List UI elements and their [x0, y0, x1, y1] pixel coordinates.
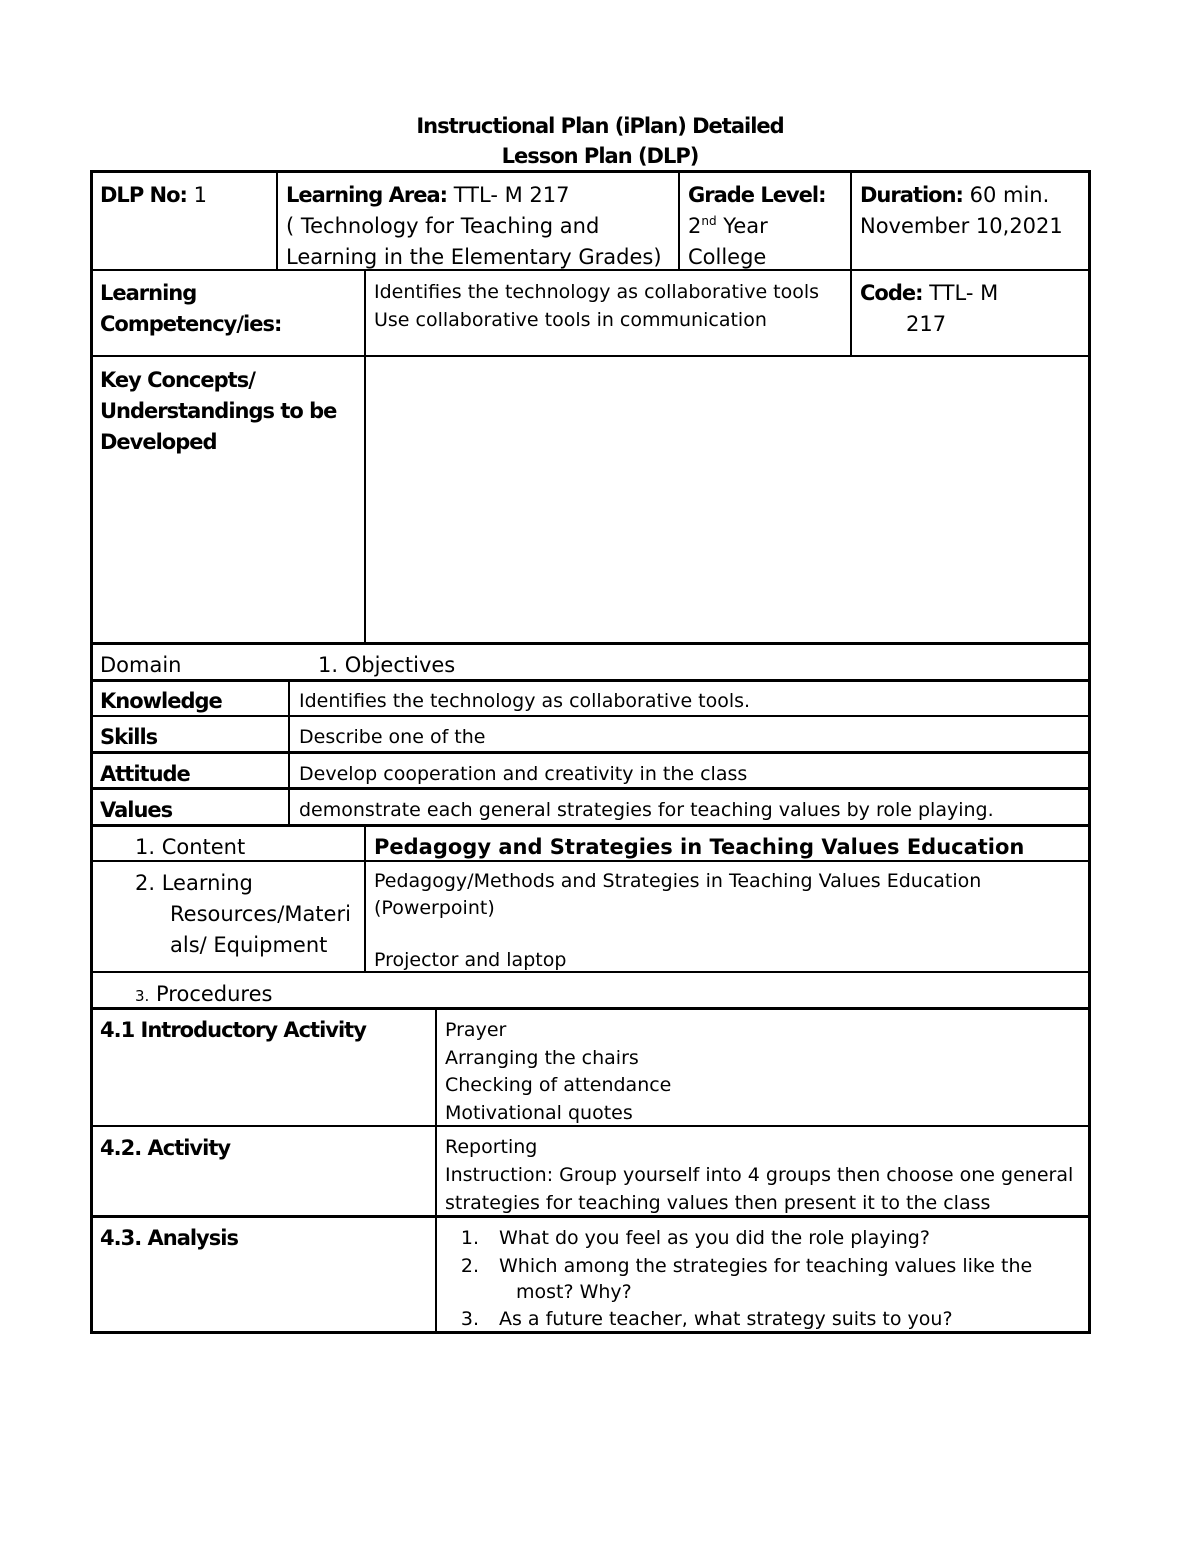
- activity-line1: Reporting: [445, 1136, 538, 1158]
- column-divider: [364, 824, 366, 972]
- objective-skills-label: Skills: [100, 725, 158, 749]
- objective-knowledge-label: Knowledge: [100, 689, 222, 713]
- intro-activity-label: 4.1 Introductory Activity: [100, 1018, 366, 1042]
- code-value-line2: 217: [906, 312, 947, 336]
- objective-skills-text: Describe one of the: [299, 726, 486, 748]
- resources-label-line3: als/ Equipment: [170, 933, 328, 957]
- grade-level-label: Grade Level:: [688, 183, 826, 207]
- resources-line2: (Powerpoint): [374, 897, 495, 919]
- column-divider: [435, 1007, 437, 1333]
- question-text: As a future teacher, what strategy suits to you?: [499, 1308, 953, 1330]
- analysis-question: [445, 1305, 953, 1333]
- dlp-value: 1: [193, 183, 207, 207]
- row-divider: [90, 751, 1091, 754]
- grade-level-value: [688, 211, 768, 242]
- learning-area-line3: Learning in the Elementary Grades): [286, 245, 662, 269]
- analysis-question: [445, 1252, 1032, 1280]
- domain-label: Domain: [100, 653, 182, 677]
- competency-text-line2: Use collaborative tools in communication: [374, 309, 767, 331]
- objectives-heading: 1. Objectives: [318, 653, 456, 677]
- row-divider: [90, 971, 1091, 973]
- column-divider: [850, 170, 852, 356]
- duration-label: Duration:: [860, 183, 963, 207]
- grade-year: Year: [723, 214, 768, 238]
- duration-cell: [860, 180, 1049, 211]
- column-divider: [276, 170, 278, 270]
- grade-level-college: College: [688, 245, 767, 269]
- column-divider: [364, 269, 366, 643]
- key-concepts-line3: Developed: [100, 430, 217, 454]
- dlp-label: DLP No:: [100, 183, 187, 207]
- content-label: 1. Content: [135, 835, 246, 859]
- activity-label: 4.2. Activity: [100, 1136, 231, 1160]
- code-cell: [860, 278, 998, 309]
- content-value: Pedagogy and Strategies in Teaching Values Education: [374, 835, 1025, 859]
- duration-value: 60 min.: [969, 183, 1050, 207]
- row-divider: [90, 679, 1091, 682]
- question-text: Which among the strategies for teaching values like the: [499, 1255, 1033, 1277]
- question-number: 3.: [460, 1308, 479, 1330]
- row-divider: [90, 642, 1091, 645]
- competency-text-line1: Identifies the technology as collaborative tools: [374, 281, 820, 303]
- objective-attitude-label: Attitude: [100, 762, 190, 786]
- analysis-label: 4.3. Analysis: [100, 1226, 238, 1250]
- column-divider: [678, 170, 680, 270]
- procedures-number: 3.: [135, 987, 150, 1005]
- question-number: 1.: [460, 1227, 479, 1249]
- dlp-number-cell: [100, 180, 207, 211]
- procedures-heading: [135, 979, 272, 1012]
- learning-area-value: TTL- M 217: [453, 183, 570, 207]
- row-divider: [90, 824, 1091, 827]
- grade-suffix: nd: [701, 214, 717, 228]
- lesson-date: November 10,2021: [860, 214, 1063, 238]
- resources-line1: Pedagogy/Methods and Strategies in Teaching Values Education: [374, 870, 982, 892]
- column-divider: [288, 679, 290, 825]
- objective-knowledge-text: Identifies the technology as collaborative tools.: [299, 690, 751, 712]
- question-number: 2.: [460, 1255, 479, 1277]
- row-divider: [90, 715, 1091, 717]
- intro-item: Checking of attendance: [445, 1074, 672, 1096]
- activity-line3: strategies for teaching values then present it to the class: [445, 1192, 991, 1214]
- grade-number: 2: [688, 214, 702, 238]
- competency-label-line2: Competency/ies:: [100, 312, 282, 336]
- learning-area-line2: ( Technology for Teaching and: [286, 214, 600, 238]
- objective-values-label: Values: [100, 798, 173, 822]
- intro-item: Motivational quotes: [445, 1102, 633, 1124]
- competency-label-line1: Learning: [100, 281, 197, 305]
- intro-item: Prayer: [445, 1019, 507, 1041]
- code-label: Code:: [860, 281, 923, 305]
- analysis-question: [445, 1224, 930, 1252]
- objective-attitude-text: Develop cooperation and creativity in the class: [299, 763, 748, 785]
- key-concepts-line2: Understandings to be: [100, 399, 337, 423]
- intro-item: Arranging the chairs: [445, 1047, 639, 1069]
- learning-area-cell: [286, 180, 569, 211]
- objective-values-text: demonstrate each general strategies for teaching values by role playing.: [299, 799, 994, 821]
- key-concepts-line1: Key Concepts/: [100, 368, 255, 392]
- code-value: TTL- M: [929, 281, 999, 305]
- question-text: What do you feel as you did the role playing?: [499, 1227, 930, 1249]
- activity-line2: Instruction: Group yourself into 4 groups then choose one general: [445, 1164, 1074, 1186]
- document-title: Instructional Plan (iPlan) Detailed: [416, 114, 784, 138]
- resources-label-line1: 2. Learning: [135, 871, 253, 895]
- resources-label-line2: Resources/Materi: [170, 902, 351, 926]
- learning-area-label: Learning Area:: [286, 183, 448, 207]
- question-text-continued: most? Why?: [516, 1281, 632, 1303]
- document-subtitle: Lesson Plan (DLP): [501, 144, 699, 168]
- row-divider: [90, 355, 1091, 357]
- resources-line3: Projector and laptop: [374, 949, 567, 971]
- procedures-label: Procedures: [156, 982, 273, 1006]
